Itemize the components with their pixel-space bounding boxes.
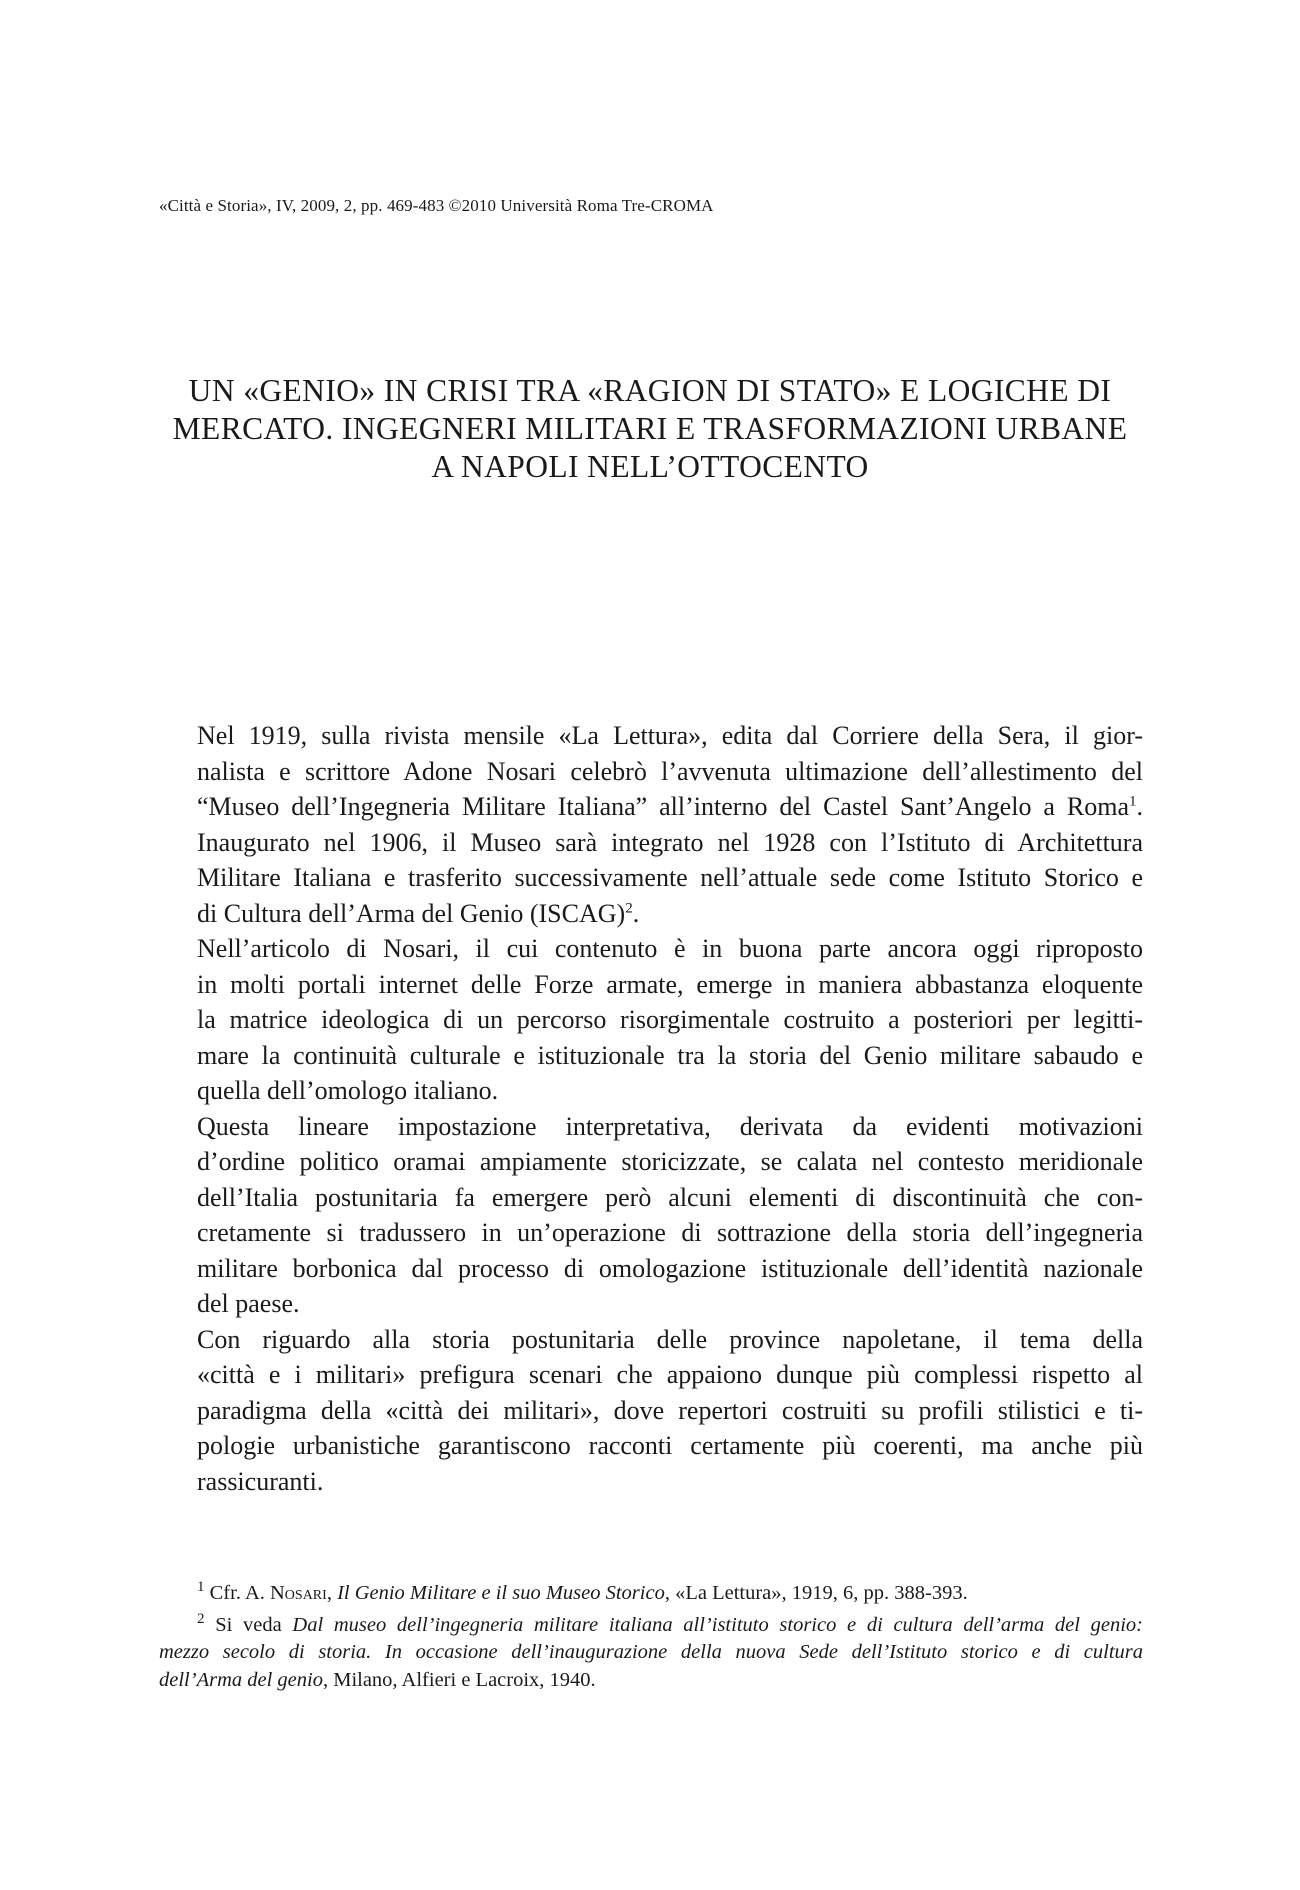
body-text: di Cultura dell’Arma del Genio (ISCAG) — [197, 898, 626, 928]
body-line: Con riguardo alla storia postunitaria delle province napoletane, il tema della — [197, 1324, 1143, 1354]
footnote-2 — [159, 1612, 1143, 1695]
body-text: . — [1136, 792, 1143, 821]
body-line: d’ordine politico oramai ampiamente storicizzate, se calata nel contesto meridionale — [197, 1147, 1143, 1176]
footnote-line — [159, 1612, 1143, 1640]
footnote-author: Nosari — [270, 1582, 327, 1604]
body-line: del paese. — [197, 1289, 300, 1318]
footnote-text: , Milano, Alfieri e Lacroix, 1940. — [322, 1668, 596, 1691]
body-line: in molti portali internet delle Forze armate, emerge in maniera abbastanza eloquente — [197, 969, 1143, 999]
body-line: Inaugurato nel 1906, il Museo sarà integrato nel 1928 con l’Istituto di Architettura — [197, 827, 1143, 857]
body-line: cretamente si tradussero in un’operazione di sottrazione della storia dell’ingegneria — [197, 1218, 1143, 1247]
paragraph-3 — [159, 1109, 1143, 1322]
body-line: mare la continuità culturale e istituzionale tra la storia del Genio militare sabaudo e — [197, 1040, 1143, 1070]
body-line: dell’Italia postunitaria fa emergere però alcuni elementi di discontinuità che con- — [197, 1182, 1143, 1212]
body-line — [159, 789, 1143, 825]
footnote-mark: 2 — [197, 1610, 205, 1627]
body-text: “Museo dell’Ingegneria Militare Italiana” all’interno del Castel Sant’Angelo a Roma — [197, 792, 1129, 821]
body-line: paradigma della «città dei militari», dove repertori costruiti su profili stilistici e ti- — [197, 1395, 1143, 1425]
footnote-line — [159, 1667, 1143, 1695]
footnotes — [159, 1580, 1143, 1694]
body-line: Questa lineare impostazione interpretativa, derivata da evidenti motivazioni — [197, 1111, 1143, 1141]
footnote-mark: 1 — [197, 1579, 205, 1596]
body-text: . — [632, 898, 640, 928]
paragraph-2 — [159, 931, 1143, 1109]
body-line: la matrice ideologica di un percorso risorgimentale costruito a posteriori per legitti- — [197, 1005, 1143, 1034]
title-line: MERCATO. INGEGNERI MILITARI E TRASFORMAZIONI URBANE — [172, 411, 1128, 446]
body-line: rassicuranti. — [197, 1466, 324, 1496]
footnote-text: Si veda — [215, 1613, 293, 1636]
body-line: Militare Italiana e trasferito successivamente nell’attuale sede come Istituto Storico e — [197, 863, 1143, 892]
body-line: pologie urbanistiche garantiscono racconti certamente più coerenti, ma anche più — [197, 1431, 1143, 1460]
footnote-ref-1[interactable]: 1 — [1129, 793, 1137, 810]
body-line: Nel 1919, sulla rivista mensile «La Lettura», edita dal Corriere della Sera, il gior- — [197, 721, 1143, 750]
footnote-text: , — [326, 1582, 338, 1604]
footnote-work-title: Il Genio Militare e il suo Museo Storico — [337, 1582, 665, 1604]
title-line: UN «GENIO» IN CRISI TRA «RAGION DI STATO» E LOGICHE DI — [188, 373, 1112, 408]
body-line: Nell’articolo di Nosari, il cui contenuto è in buona parte ancora oggi riproposto — [197, 934, 1143, 963]
paragraph-1 — [159, 718, 1143, 931]
footnote-ref-2[interactable]: 2 — [625, 899, 633, 916]
journal-citation: «Città e Storia», IV, 2009, 2, pp. 469-483 ©2010 Università Roma Tre-CROMA — [159, 196, 714, 215]
footnote-text: Cfr. A. — [209, 1582, 270, 1604]
body-line: «città e i militari» prefigura scenari che appaiono dunque più complessi rispetto al — [197, 1360, 1143, 1389]
body-line: quella dell’omologo italiano. — [197, 1076, 499, 1105]
footnote-work-title: dell’Arma del genio — [159, 1668, 323, 1691]
footnote-text: , «La Lettura», 1919, 6, pp. 388-393. — [664, 1582, 968, 1604]
article-body — [159, 718, 1143, 1499]
body-line: nalista e scrittore Adone Nosari celebrò l’avvenuta ultimazione dell’allestimento del — [197, 756, 1143, 786]
footnote-work-title: mezzo secolo di storia. In occasione dell’inaugurazione della nuova Sede dell’Istituto storico e di cultura — [159, 1641, 1143, 1663]
body-line: militare borbonica dal processo di omologazione istituzionale dell’identità nazionale — [197, 1253, 1143, 1283]
article-title — [150, 372, 1150, 486]
paragraph-4 — [159, 1322, 1143, 1500]
title-line: A NAPOLI NELL’OTTOCENTO — [431, 449, 869, 484]
body-line — [159, 896, 1143, 932]
footnote-work-title: Dal museo dell’ingegneria militare italiana all’istituto storico e di cultura dell’arma del genio: — [292, 1613, 1144, 1636]
footnote-line — [159, 1639, 1143, 1667]
footnote-1 — [159, 1580, 1143, 1608]
